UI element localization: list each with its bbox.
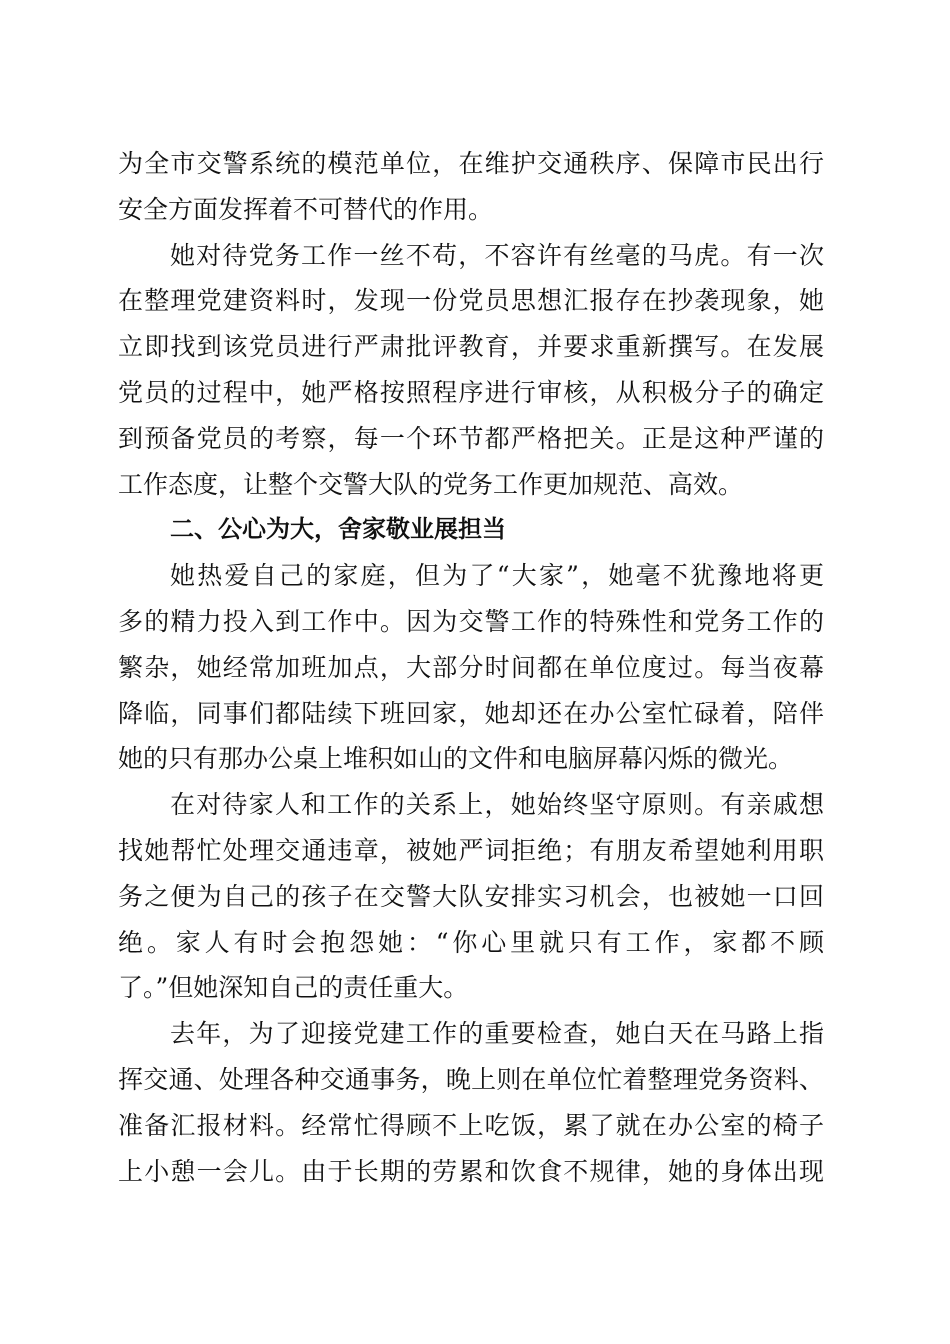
- text-line: 多的精力投入到工作中。因为交警工作的特殊性和党务工作的: [118, 606, 824, 636]
- text-line: 她对待党务工作一丝不苟，不容许有丝毫的马虎。有一次: [170, 240, 824, 270]
- text-line: 立即找到该党员进行严肃批评教育，并要求重新撰写。在发展: [118, 332, 824, 362]
- text-line: 工作态度，让整个交警大队的党务工作更加规范、高效。: [118, 469, 744, 499]
- text-line: 绝。家人有时会抱怨她：“你心里就只有工作，家都不顾: [118, 927, 824, 957]
- text-line: 安全方面发挥着不可替代的作用。: [118, 194, 494, 224]
- text-line: 去年，为了迎接党建工作的重要检查，她白天在马路上指: [170, 1019, 824, 1049]
- text-line: 党员的过程中，她严格按照程序进行审核，从积极分子的确定: [118, 377, 824, 407]
- section-heading: 二、公心为大，舍家敬业展担当: [170, 515, 506, 544]
- text-line: 到预备党员的考察，每一个环节都严格把关。正是这种严谨的: [118, 423, 824, 453]
- text-line: 在整理党建资料时，发现一份党员思想汇报存在抄袭现象，她: [118, 286, 824, 316]
- text-line: 务之便为自己的孩子在交警大队安排实习机会，也被她一口回: [118, 881, 824, 911]
- text-line: 准备汇报材料。经常忙得顾不上吃饭，累了就在办公室的椅子: [118, 1110, 824, 1140]
- text-line: 挥交通、处理各种交通事务，晚上则在单位忙着整理党务资料、: [118, 1064, 824, 1094]
- text-line: 找她帮忙处理交通违章，被她严词拒绝；有朋友希望她利用职: [118, 835, 824, 865]
- text-line: 为全市交警系统的模范单位，在维护交通秩序、保障市民出行: [118, 149, 824, 178]
- document-body: [118, 141, 824, 1194]
- text-line: 她的只有那办公桌上堆积如山的文件和电脑屏幕闪烁的微光。: [118, 744, 794, 774]
- text-line: 在对待家人和工作的关系上，她始终坚守原则。有亲戚想: [170, 790, 824, 820]
- text-line: 繁杂，她经常加班加点，大部分时间都在单位度过。每当夜幕: [118, 652, 824, 682]
- text-line: 了。”但她深知自己的责任重大。: [118, 973, 469, 1003]
- text-line: 上小憩一会儿。由于长期的劳累和饮食不规律，她的身体出现: [118, 1156, 824, 1186]
- text-line: 降临，同事们都陆续下班回家，她却还在办公室忙碌着，陪伴: [118, 698, 824, 728]
- text-line: 她热爱自己的家庭，但为了“大家”，她毫不犹豫地将更: [170, 561, 824, 591]
